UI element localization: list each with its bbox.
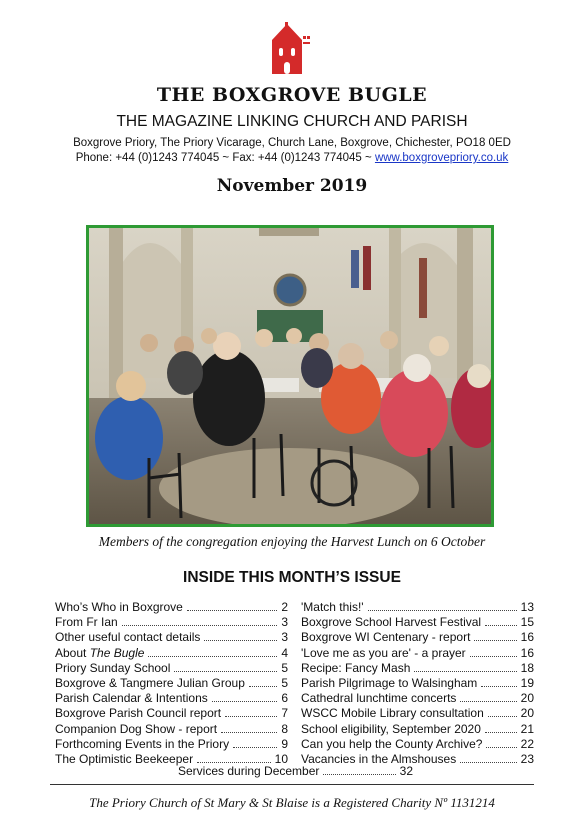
contents-item[interactable]: Boxgrove Parish Council report 7 (55, 706, 288, 721)
contents-heading: INSIDE THIS MONTH’S ISSUE (183, 569, 401, 586)
leader-dots (460, 762, 516, 763)
leader-dots (368, 610, 517, 611)
leader-dots (148, 656, 277, 657)
contents-item[interactable]: Who’s Who in Boxgrove 2 (55, 600, 288, 614)
contents-item[interactable]: The Optimistic Beekeeper 10 (55, 751, 288, 766)
contents-right-column (301, 600, 534, 767)
leader-dots (485, 732, 517, 733)
leader-dots (486, 747, 516, 748)
contents-left-column (55, 600, 288, 767)
leader-dots (225, 716, 277, 717)
leader-dots (414, 671, 516, 672)
leader-dots (485, 625, 517, 626)
leader-dots (221, 732, 277, 733)
contents-item[interactable]: Boxgrove & Tangmere Julian Group 5 (55, 675, 288, 690)
leader-dots (460, 701, 516, 702)
photo-illustration (89, 228, 491, 524)
leader-dots (323, 774, 395, 775)
contents-item[interactable]: 'Match this!' 13 (301, 600, 534, 614)
leader-dots (233, 747, 277, 748)
contact-line (0, 152, 584, 164)
leader-dots (474, 640, 516, 641)
footer-divider (50, 784, 534, 785)
leader-dots (187, 610, 277, 611)
contents-item[interactable]: WSCC Mobile Library consultation 20 (301, 706, 534, 721)
contents-item[interactable]: School eligibility, September 2020 21 (301, 721, 534, 736)
contents-item[interactable]: Recipe: Fancy Mash 18 (301, 660, 534, 675)
contents-item[interactable]: Companion Dog Show - report 8 (55, 721, 288, 736)
contents-item[interactable]: Vacancies in the Almshouses 23 (301, 751, 534, 766)
contents-item[interactable]: Forthcoming Events in the Priory 9 (55, 736, 288, 751)
photo-caption: Members of the congregation enjoying the Harvest Lunch on 6 October (98, 534, 486, 549)
leader-dots (481, 686, 516, 687)
contents-item[interactable]: About The Bugle 4 (55, 645, 288, 660)
leader-dots (122, 625, 278, 626)
contents-item[interactable]: From Fr Ian 3 (55, 615, 288, 630)
contents-item[interactable]: Priory Sunday School 5 (55, 660, 288, 675)
contents-item[interactable]: Other useful contact details 3 (55, 630, 288, 645)
contents-item[interactable]: Can you help the County Archive? 22 (301, 736, 534, 751)
contents-item[interactable]: Parish Pilgrimage to Walsingham 19 (301, 675, 534, 690)
harvest-lunch-photo (86, 225, 494, 527)
phone-fax-text: Phone: +44 (0)1243 774045 ~ Fax: +44 (0)1243 774045 ~ (75, 152, 375, 164)
charity-footer: The Priory Church of St Mary & St Blaise is a Registered Charity Nº 1131214 (89, 795, 495, 810)
leader-dots (197, 762, 271, 763)
leader-dots (174, 671, 277, 672)
services-item[interactable]: Services during December 32 (178, 764, 413, 778)
leader-dots (249, 686, 277, 687)
leader-dots (488, 716, 517, 717)
leader-dots (204, 640, 277, 641)
contents-item[interactable]: Parish Calendar & Intentions 6 (55, 691, 288, 706)
leader-dots (212, 701, 278, 702)
address-line: Boxgrove Priory, The Priory Vicarage, Church Lane, Boxgrove, Chichester, PO18 0ED (73, 137, 511, 149)
contents-item[interactable]: Cathedral lunchtime concerts 20 (301, 691, 534, 706)
church-tower-logo-icon (270, 22, 312, 74)
website-link[interactable]: www.boxgrovepriory.co.uk (374, 152, 509, 164)
contents-item[interactable]: Boxgrove School Harvest Festival 15 (301, 615, 534, 630)
magazine-title: THE BOXGROVE BUGLE (156, 84, 428, 106)
issue-date: November 2019 (216, 176, 368, 196)
magazine-subtitle: THE MAGAZINE LINKING CHURCH AND PARISH (116, 113, 468, 130)
contents-item[interactable]: Boxgrove WI Centenary - report 16 (301, 630, 534, 645)
leader-dots (470, 656, 517, 657)
contents-item[interactable]: 'Love me as you are' - a prayer 16 (301, 645, 534, 660)
